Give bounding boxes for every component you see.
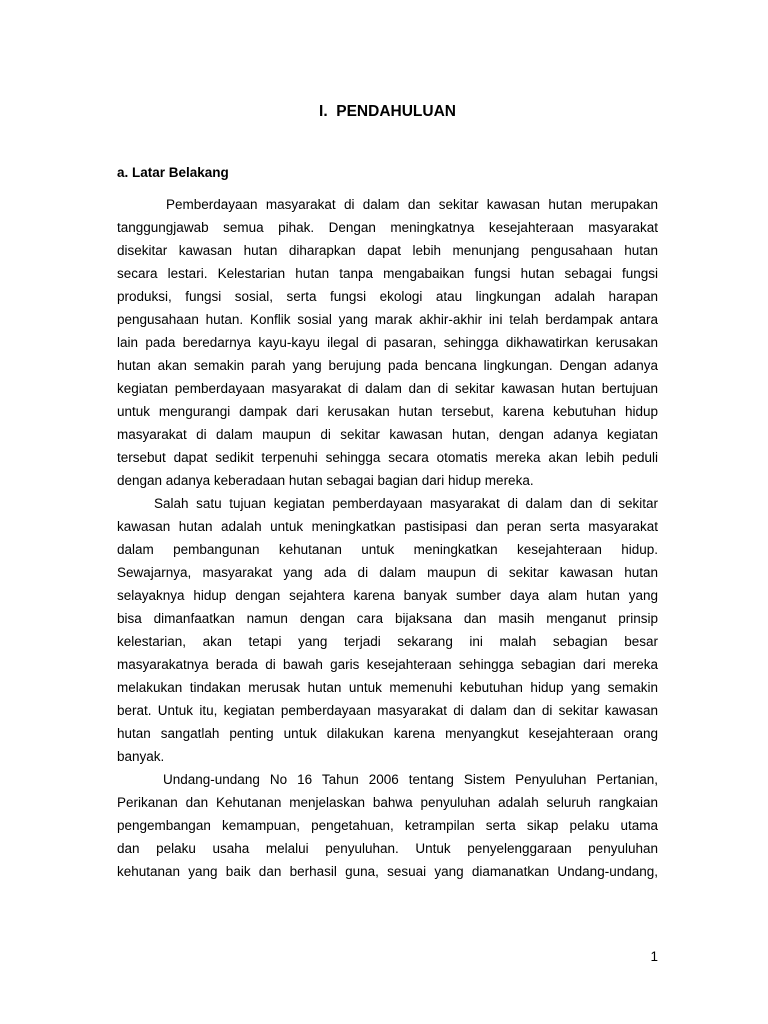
paragraph-line: kelestarian, akan tetapi yang terjadi sekarang ini malah sebagian besar: [117, 634, 658, 649]
paragraph: [117, 768, 658, 883]
paragraph-line: masyarakat di dalam maupun di sekitar kawasan hutan, dengan adanya kegiatan: [117, 427, 658, 442]
paragraph-line: tanggungjawab semua pihak. Dengan meningkatnya kesejahteraan masyarakat: [117, 220, 658, 235]
paragraph-line: dengan adanya keberadaan hutan sebagai bagian dari hidup mereka.: [117, 473, 534, 488]
paragraph-line: selayaknya hidup dengan sejahtera karena banyak sumber daya alam hutan yang: [117, 588, 658, 603]
paragraph-line: kawasan hutan adalah untuk meningkatkan pastisipasi dan peran serta masyarakat: [117, 519, 658, 534]
paragraph-line: bisa dimanfaatkan namun dengan cara bijaksana dan masih menganut prinsip: [117, 611, 658, 626]
paragraph-line: hutan akan semakin parah yang berujung pada bencana lingkungan. Dengan adanya: [117, 358, 658, 373]
paragraph-line: banyak.: [117, 749, 165, 764]
paragraph-line: secara lestari. Kelestarian hutan tanpa mengabaikan fungsi hutan sebagai fungsi: [117, 266, 658, 281]
paragraph-line: Undang-undang No 16 Tahun 2006 tentang Sistem Penyuluhan Pertanian,: [163, 772, 658, 787]
paragraph-line: hutan sangatlah penting untuk dilakukan karena menyangkut kesejahteraan orang: [117, 726, 658, 741]
paragraph-line: tersebut dapat sedikit terpenuhi sehingga secara otomatis mereka akan lebih peduli: [117, 450, 658, 465]
paragraph-line: disekitar kawasan hutan diharapkan dapat lebih menunjang pengusahaan hutan: [117, 243, 658, 258]
paragraph-line: Sewajarnya, masyarakat yang ada di dalam maupun di sekitar kawasan hutan: [117, 565, 658, 580]
paragraph-line: untuk mengurangi dampak dari kerusakan hutan tersebut, karena kebutuhan hidup: [117, 404, 658, 419]
paragraph-line: Pemberdayaan masyarakat di dalam dan sekitar kawasan hutan merupakan: [166, 197, 658, 212]
paragraph-line: produksi, fungsi sosial, serta fungsi ekologi atau lingkungan adalah harapan: [117, 289, 658, 304]
paragraph-line: dan pelaku usaha melalui penyuluhan. Untuk penyelenggaraan penyuluhan: [117, 841, 658, 856]
paragraph-line: dalam pembangunan kehutanan untuk meningkatkan kesejahteraan hidup.: [117, 542, 658, 557]
paragraph-line: Perikanan dan Kehutanan menjelaskan bahwa penyuluhan adalah seluruh rangkaian: [117, 795, 658, 810]
paragraph-line: Salah satu tujuan kegiatan pemberdayaan masyarakat di dalam dan di sekitar: [154, 496, 658, 511]
paragraph-line: kegiatan pemberdayaan masyarakat di dalam dan di sekitar kawasan hutan bertujuan: [117, 381, 658, 396]
section-title: I. PENDAHULUAN: [319, 103, 456, 120]
paragraph-line: berat. Untuk itu, kegiatan pemberdayaan masyarakat di dalam dan di sekitar kawasan: [117, 703, 658, 718]
paragraph: [117, 492, 658, 768]
paragraph-line: pengembangan kemampuan, pengetahuan, ketrampilan serta sikap pelaku utama: [117, 818, 658, 833]
paragraph: [117, 193, 658, 492]
page-number: 1: [650, 949, 658, 964]
paragraph-line: pengusahaan hutan. Konflik sosial yang marak akhir-akhir ini telah berdampak antara: [117, 312, 658, 327]
paragraph-line: lain pada beredarnya kayu-kayu ilegal di pasaran, sehingga dikhawatirkan kerusakan: [117, 335, 658, 350]
paragraph-line: masyarakatnya berada di bawah garis kesejahteraan sehingga sebagian dari mereka: [117, 657, 658, 672]
body-text: [117, 193, 658, 883]
paragraph-line: kehutanan yang baik dan berhasil guna, sesuai yang diamanatkan Undang-undang,: [117, 864, 658, 879]
subsection-heading: a. Latar Belakang: [117, 165, 229, 180]
paragraph-line: melakukan tindakan merusak hutan untuk memenuhi kebutuhan hidup yang semakin: [117, 680, 658, 695]
